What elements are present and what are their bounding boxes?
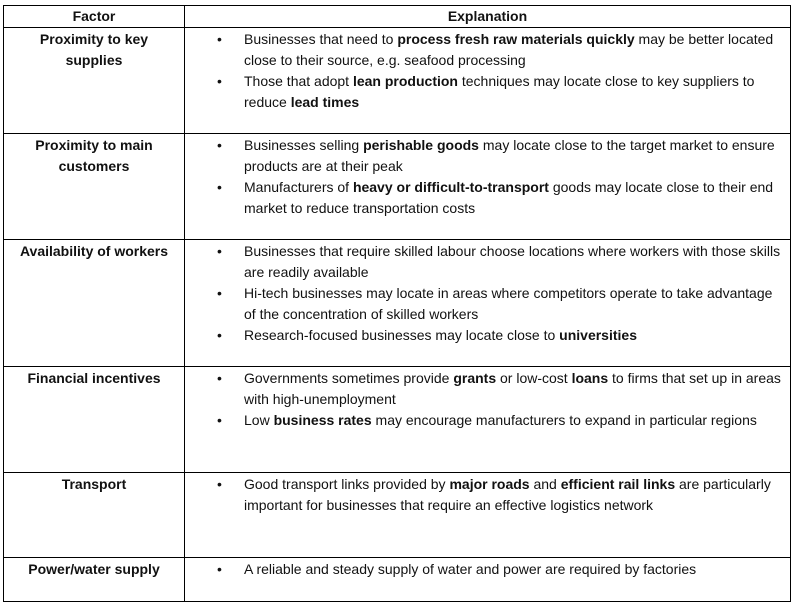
bold-text: major roads: [449, 476, 530, 492]
bullet-list: [185, 29, 786, 113]
bullet-item: [185, 325, 786, 346]
factor-cell: Proximity to key supplies: [4, 28, 185, 134]
table-row: [4, 473, 791, 558]
table-row: [4, 367, 791, 473]
text-run: Low: [244, 412, 274, 428]
explanation-cell: [185, 28, 791, 134]
bullet-item: [185, 29, 786, 71]
explanation-cell: [185, 558, 791, 602]
bullet-item: [185, 368, 786, 410]
text-run: and: [529, 476, 561, 492]
bullet-item: [185, 241, 786, 283]
text-run: Businesses selling: [244, 137, 364, 153]
factor-cell: Power/water supply: [4, 558, 185, 602]
text-run: Those that adopt: [244, 73, 353, 89]
bullet-item: [185, 71, 786, 113]
factor-cell: Availability of workers: [4, 240, 185, 367]
bullet-item: [185, 177, 786, 219]
bullet-list: [185, 368, 786, 431]
bullet-item: [185, 283, 786, 325]
explanation-cell: [185, 473, 791, 558]
table-row: [4, 28, 791, 134]
bullet-item: [185, 559, 786, 580]
text-run: A reliable and steady supply of water and power are required by factories: [244, 561, 697, 577]
factor-cell: Financial incentives: [4, 367, 185, 473]
table-row: [4, 558, 791, 602]
text-run: to firms that set up in areas with high-unemployment: [244, 370, 781, 407]
text-run: Manufacturers of: [244, 179, 353, 195]
text-run: may locate close to the target market to ensure products are at their peak: [244, 137, 775, 174]
text-run: goods may locate close to their end market to reduce transportation costs: [244, 179, 774, 216]
bullet-item: [185, 474, 786, 516]
bullet-item: [185, 410, 786, 431]
bold-text: perishable goods: [363, 137, 479, 153]
text-run: Research-focused businesses may locate close to: [244, 327, 560, 343]
location-factors-table: [3, 5, 791, 602]
text-run: may be better located close to their source, e.g. seafood processing: [244, 31, 774, 68]
factor-cell: Transport: [4, 473, 185, 558]
text-run: Businesses that need to: [244, 31, 398, 47]
bold-text: efficient rail links: [560, 476, 676, 492]
bold-text: heavy or difficult-to-transport: [352, 179, 549, 195]
text-run: Good transport links provided by: [244, 476, 450, 492]
bold-text: business rates: [273, 412, 372, 428]
bold-text: universities: [559, 327, 637, 343]
bold-text: loans: [571, 370, 609, 386]
bold-text: lean production: [352, 73, 458, 89]
header-factor: Factor: [4, 6, 185, 28]
explanation-cell: [185, 134, 791, 240]
bullet-list: [185, 474, 786, 516]
text-run: or low-cost: [496, 370, 572, 386]
text-run: are particularly important for businesses that require an effective logistics network: [244, 476, 771, 513]
explanation-cell: [185, 367, 791, 473]
header-explanation: Explanation: [185, 6, 791, 28]
text-run: Governments sometimes provide: [244, 370, 454, 386]
bullet-list: [185, 135, 786, 219]
factor-cell: Proximity to main customers: [4, 134, 185, 240]
bold-text: grants: [453, 370, 497, 386]
bullet-item: [185, 135, 786, 177]
explanation-cell: [185, 240, 791, 367]
table-row: [4, 240, 791, 367]
text-run: Businesses that require skilled labour choose locations where workers with those skills are readily available: [244, 243, 781, 280]
text-run: techniques may locate close to key suppliers to reduce: [244, 73, 755, 110]
bold-text: process fresh raw materials quickly: [397, 31, 635, 47]
bold-text: lead times: [290, 94, 360, 110]
bullet-list: [185, 241, 786, 346]
header-row: [4, 6, 791, 28]
text-run: may encourage manufacturers to expand in particular regions: [371, 412, 757, 428]
bullet-list: [185, 559, 786, 580]
table-row: [4, 134, 791, 240]
text-run: Hi-tech businesses may locate in areas where competitors operate to take advantage of the concentration of skilled workers: [244, 285, 773, 322]
